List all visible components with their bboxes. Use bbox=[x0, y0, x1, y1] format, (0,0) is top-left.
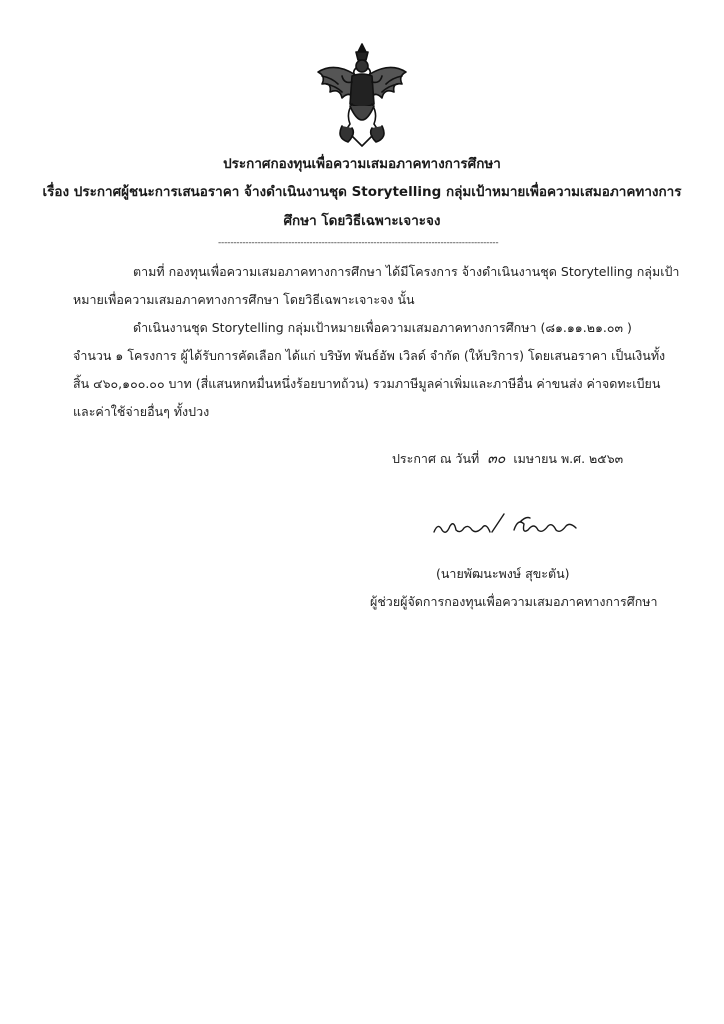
signer-position: ผู้ช่วยผู้จัดการกองทุนเพื่อความเสมอภาคทางการศึกษา bbox=[370, 594, 658, 609]
date-month-year: เมษายน พ.ศ. ๒๕๖๓ bbox=[513, 451, 624, 466]
paragraph-line: และค่าใช้จ่ายอื่นๆ ทั้งปวง bbox=[73, 404, 210, 419]
paragraph-line: สิ้น ๔๖๐,๑๐๐.๐๐ บาท (สี่แสนหกหมื่นหนึ่งร้อยบาทถ้วน) รวมภาษีมูลค่าเพิ่มและภาษีอื่น ค่าขนส่ง ค่าจดทะเบียน bbox=[73, 376, 661, 391]
announcement-date bbox=[392, 448, 623, 470]
date-prefix: ประกาศ ณ วันที่ bbox=[392, 451, 480, 466]
paragraph-line: ดำเนินงานชุด Storytelling กลุ่มเป้าหมายเพื่อความเสมอภาคทางการศึกษา (๘๑.๑๑.๒๑.๐๓ ) bbox=[133, 320, 632, 335]
paragraph-line: ตามที่ กองทุนเพื่อความเสมอภาคทางการศึกษา ได้มีโครงการ จ้างดำเนินงานชุด Storytelling กลุ่มเป้า bbox=[133, 264, 680, 279]
signer-name: (นายพัฒนะพงษ์ สุขะตัน) bbox=[436, 566, 570, 581]
garuda-emblem-icon bbox=[312, 42, 412, 148]
paragraph-line: จำนวน ๑ โครงการ ผู้ได้รับการคัดเลือก ได้แก่ บริษัท พันธ์อัพ เวิลด์ จำกัด (ให้บริการ) โดยเสนอราคา เป็นเงินทั้ง bbox=[73, 348, 666, 363]
announcement-subject: เรื่อง ประกาศผู้ชนะการเสนอราคา จ้างดำเนินงานชุด Storytelling กลุ่มเป้าหมายเพื่อความเสมอภาคทางการ bbox=[42, 184, 682, 200]
separator-line: -------------------------------------------------------------------------------------------- bbox=[218, 238, 499, 248]
date-day: ๓๐ bbox=[487, 451, 506, 467]
handwritten-signature bbox=[430, 508, 590, 542]
announcement-title: ประกาศกองทุนเพื่อความเสมอภาคทางการศึกษา bbox=[223, 156, 501, 172]
paragraph-line: หมายเพื่อความเสมอภาคทางการศึกษา โดยวิธีเฉพาะเจาะจง นั้น bbox=[73, 292, 415, 307]
announcement-subject-cont: ศึกษา โดยวิธีเฉพาะเจาะจง bbox=[283, 213, 441, 229]
